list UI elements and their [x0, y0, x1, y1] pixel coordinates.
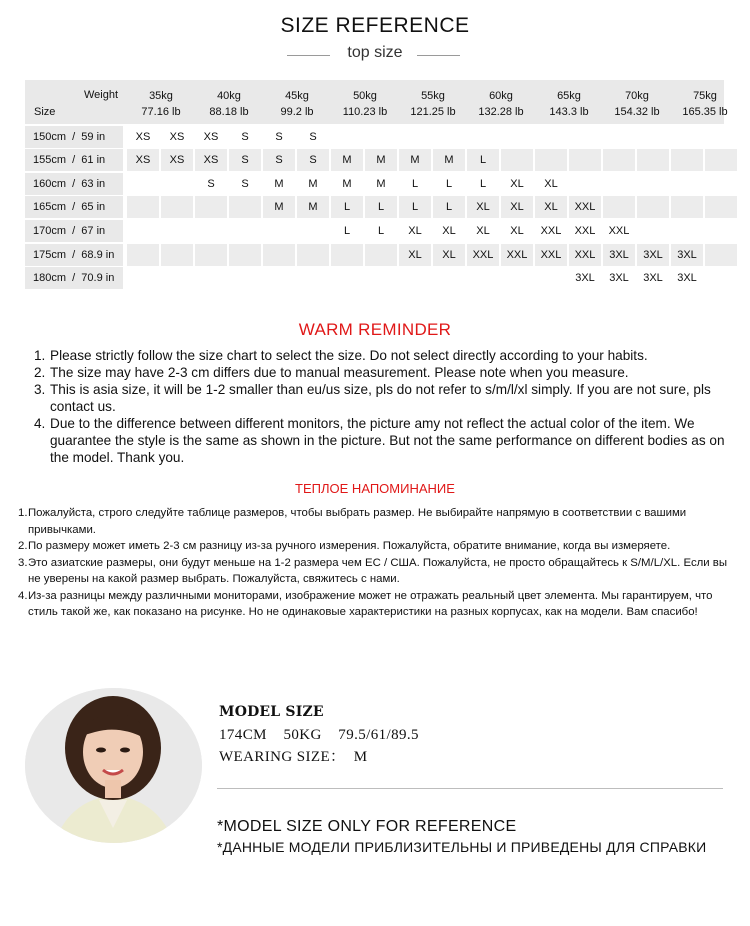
size-cell	[433, 267, 465, 289]
size-cell	[195, 220, 227, 242]
size-cell: M	[331, 149, 363, 171]
size-cell	[161, 173, 193, 195]
size-cell: XL	[467, 196, 499, 218]
size-cell	[263, 244, 295, 266]
size-cell	[705, 244, 737, 266]
size-cell: XL	[501, 220, 533, 242]
size-cell	[569, 149, 601, 171]
weight-column-header	[195, 88, 263, 120]
size-cell: XXL	[535, 220, 567, 242]
size-cell: XL	[433, 220, 465, 242]
size-cell: S	[195, 173, 227, 195]
size-cell	[127, 173, 159, 195]
size-cell	[127, 196, 159, 218]
size-cell	[671, 149, 703, 171]
table-body	[25, 126, 724, 290]
size-cell: L	[433, 173, 465, 195]
size-cell: 3XL	[671, 267, 703, 289]
size-cell	[671, 173, 703, 195]
size-cell	[331, 126, 363, 148]
size-cell	[433, 126, 465, 148]
size-cell: L	[331, 196, 363, 218]
weight-kg: 45kg	[285, 90, 309, 102]
size-cell: M	[263, 196, 295, 218]
row-height-label: 160cm / 63 in	[25, 173, 123, 195]
size-cell	[603, 196, 635, 218]
weight-column-header	[467, 88, 535, 120]
reminder-item	[26, 415, 726, 466]
size-cell: L	[365, 220, 397, 242]
size-cell	[297, 220, 329, 242]
corner-weight-label: Weight	[84, 89, 119, 101]
row-height-label: 170cm / 67 in	[25, 220, 123, 242]
size-cell	[161, 244, 193, 266]
reminder-item	[26, 364, 726, 381]
size-cell: XS	[161, 126, 193, 148]
size-cell	[467, 126, 499, 148]
list-number: 2.	[18, 540, 28, 552]
row-height-label: 150cm / 59 in	[25, 126, 123, 148]
size-cell	[331, 267, 363, 289]
size-cell: M	[399, 149, 431, 171]
size-cell	[603, 173, 635, 195]
size-cell	[637, 126, 669, 148]
model-stats: 174CM 50KG 79.5/61/89.5	[219, 727, 419, 743]
reminder-ru-item	[18, 505, 730, 538]
weight-kg: 65kg	[557, 90, 581, 102]
reminder-ru-item	[18, 588, 730, 621]
size-cell	[127, 220, 159, 242]
size-cell: XXL	[467, 244, 499, 266]
model-divider	[217, 788, 723, 789]
size-cell	[297, 244, 329, 266]
size-cell: M	[365, 149, 397, 171]
size-cell	[535, 267, 567, 289]
size-cell	[603, 126, 635, 148]
size-cell: XL	[535, 196, 567, 218]
weight-kg: 35kg	[149, 90, 173, 102]
size-cell: XL	[433, 244, 465, 266]
table-row	[25, 220, 724, 242]
weight-column-header	[127, 88, 195, 120]
size-cell: M	[297, 196, 329, 218]
size-cell	[569, 173, 601, 195]
size-cell: XS	[127, 149, 159, 171]
size-cell: XXL	[535, 244, 567, 266]
size-cell	[263, 220, 295, 242]
size-cell	[671, 126, 703, 148]
row-height-label: 180cm / 70.9 in	[25, 267, 123, 289]
size-cell	[705, 220, 737, 242]
size-cell: 3XL	[603, 244, 635, 266]
size-cell: 3XL	[671, 244, 703, 266]
size-cell	[229, 267, 261, 289]
list-text: The size may have 2-3 cm differs due to manual measurement. Please note when you measure.	[50, 365, 629, 380]
size-cell: XL	[399, 244, 431, 266]
model-size-title: MODEL SIZE	[219, 704, 324, 720]
size-cell: L	[467, 173, 499, 195]
size-cell: S	[263, 149, 295, 171]
size-cell	[297, 267, 329, 289]
size-cell: XXL	[569, 220, 601, 242]
size-cell	[637, 173, 669, 195]
warm-reminder-ru-list	[18, 505, 730, 621]
size-cell	[263, 267, 295, 289]
table-row	[25, 149, 724, 171]
size-cell: M	[297, 173, 329, 195]
list-number: 2.	[34, 365, 46, 380]
size-cell: XXL	[569, 196, 601, 218]
list-number: 1.	[34, 348, 46, 363]
size-cell: XS	[195, 149, 227, 171]
size-cell	[365, 267, 397, 289]
size-cell	[127, 267, 159, 289]
size-cell	[161, 196, 193, 218]
size-cell: L	[365, 196, 397, 218]
weight-lb: 154.32 lb	[614, 106, 660, 118]
weight-kg: 40kg	[217, 90, 241, 102]
list-number: 4.	[18, 589, 28, 602]
size-cell	[501, 267, 533, 289]
weight-lb: 99.2 lb	[280, 106, 314, 118]
size-cell	[331, 244, 363, 266]
size-cell	[705, 149, 737, 171]
list-text: Из-за разницы между различными мониторами, изображение может не отражать реальный цвет элемента. Мы гарантируем, что стиль такой же, как показано на рисунке. Но не одинаковые характеристики на разных корпусах, как на модели. Вам спасибо!	[28, 589, 713, 618]
weight-lb: 143.3 lb	[549, 106, 589, 118]
weight-kg: 70kg	[625, 90, 649, 102]
list-number: 3.	[18, 556, 28, 569]
size-cell: 3XL	[637, 267, 669, 289]
list-text: Пожалуйста, строго следуйте таблице размеров, чтобы выбрать размер. Не выбирайте напрямую в соответствии с вашими привычками.	[28, 507, 687, 536]
size-cell: XL	[535, 173, 567, 195]
table-header	[25, 80, 728, 124]
weight-lb: 165.35 lb	[682, 106, 728, 118]
list-text: This is asia size, it will be 1-2 smaller than eu/us size, pls do not refer to s/m/l/xl simply. If you are not sure, pls contact us.	[50, 382, 711, 414]
weight-column-header	[331, 88, 399, 120]
size-cell: XS	[127, 126, 159, 148]
size-cell	[671, 196, 703, 218]
weight-column-header	[535, 88, 603, 120]
row-height-label: 155cm / 61 in	[25, 149, 123, 171]
size-cell	[501, 149, 533, 171]
list-number: 1.	[18, 507, 28, 519]
size-cell	[229, 244, 261, 266]
size-cell: S	[229, 149, 261, 171]
size-cell: 3XL	[637, 244, 669, 266]
size-cell: S	[297, 149, 329, 171]
size-cell	[535, 149, 567, 171]
weight-lb: 77.16 lb	[141, 106, 181, 118]
reminder-ru-item	[18, 555, 730, 588]
size-cell: XS	[195, 126, 227, 148]
size-cell	[195, 196, 227, 218]
size-cell	[535, 126, 567, 148]
table-row	[25, 196, 724, 218]
size-cell	[127, 244, 159, 266]
size-cell: 3XL	[603, 267, 635, 289]
model-portrait-illustration	[25, 688, 202, 843]
size-cell: XL	[501, 196, 533, 218]
weight-column-header	[399, 88, 467, 120]
size-cell: XL	[467, 220, 499, 242]
size-cell	[501, 126, 533, 148]
reminder-item	[26, 381, 726, 415]
size-cell: XXL	[569, 244, 601, 266]
size-cell: L	[331, 220, 363, 242]
corner-size-label: Size	[34, 106, 56, 118]
weight-column-header	[603, 88, 671, 120]
list-text: Please strictly follow the size chart to select the size. Do not select directly according to your habits.	[50, 348, 648, 363]
size-cell	[637, 196, 669, 218]
weight-column-header	[263, 88, 331, 120]
size-cell: S	[229, 126, 261, 148]
size-cell	[569, 126, 601, 148]
page-title: SIZE REFERENCE	[280, 14, 470, 37]
weight-column-header	[671, 88, 739, 120]
row-height-label: 175cm / 68.9 in	[25, 244, 123, 266]
table-row	[25, 244, 724, 266]
list-text: Due to the difference between different monitors, the picture amy not reflect the actual color of the item. We guarantee the style is the same as shown in the picture. But not the same performance on different bodies as on the model. Thank you.	[50, 416, 725, 465]
weight-kg: 60kg	[489, 90, 513, 102]
model-photo	[25, 688, 202, 843]
subtitle-right-rule	[417, 55, 460, 56]
table-row	[25, 267, 724, 289]
weight-lb: 132.28 lb	[478, 106, 524, 118]
size-cell	[229, 220, 261, 242]
row-height-label: 165cm / 65 in	[25, 196, 123, 218]
warm-reminder-list	[26, 347, 726, 466]
weight-lb: 110.23 lb	[342, 106, 388, 118]
size-cell	[637, 149, 669, 171]
size-cell: XXL	[603, 220, 635, 242]
size-cell	[671, 220, 703, 242]
weight-lb: 121.25 lb	[410, 106, 456, 118]
size-cell: M	[263, 173, 295, 195]
list-number: 4.	[34, 416, 46, 431]
weight-lb: 88.18 lb	[209, 106, 249, 118]
size-cell: XL	[501, 173, 533, 195]
size-cell	[399, 126, 431, 148]
size-cell	[195, 244, 227, 266]
size-cell: L	[433, 196, 465, 218]
size-cell	[195, 267, 227, 289]
list-number: 3.	[34, 382, 46, 397]
size-cell	[161, 267, 193, 289]
size-cell: M	[433, 149, 465, 171]
size-cell: S	[297, 126, 329, 148]
size-cell: XL	[399, 220, 431, 242]
subtitle-row	[0, 44, 750, 66]
table-row	[25, 126, 724, 148]
size-table	[25, 80, 728, 289]
model-wearing-size: WEARING SIZE： M	[219, 749, 368, 765]
list-text: Это азиатские размеры, они будут меньше на 1-2 размера чем ЕС / США. Пожалуйста, не просто обращайтесь к S/M/L/XL. Если вы не уверены на какой размер выбрать. Пожалуйста, свяжитесь с нами.	[28, 556, 728, 585]
size-cell	[399, 267, 431, 289]
size-cell: M	[331, 173, 363, 195]
size-cell: S	[229, 173, 261, 195]
size-cell	[705, 126, 737, 148]
size-cell	[161, 220, 193, 242]
weight-kg: 55kg	[421, 90, 445, 102]
size-cell	[705, 196, 737, 218]
size-cell: 3XL	[569, 267, 601, 289]
subtitle: top size	[347, 44, 403, 61]
weight-kg: 75kg	[693, 90, 717, 102]
model-note-ru: *ДАННЫЕ МОДЕЛИ ПРИБЛИЗИТЕЛЬНЫ И ПРИВЕДЕНЫ ДЛЯ СПРАВКИ	[217, 839, 707, 855]
size-cell: XXL	[501, 244, 533, 266]
size-cell: M	[365, 173, 397, 195]
size-cell: XS	[161, 149, 193, 171]
reminder-ru-item	[18, 538, 730, 555]
warm-reminder-ru-title: ТЕПЛОЕ НАПОМИНАНИЕ	[295, 481, 455, 496]
size-cell: L	[399, 173, 431, 195]
size-cell	[229, 196, 261, 218]
size-cell	[365, 126, 397, 148]
reminder-item	[26, 347, 726, 364]
size-cell	[637, 220, 669, 242]
list-text: По размеру может иметь 2-3 см разницу из-за ручного измерения. Пожалуйста, обратите внимание, когда вы измеряете.	[28, 540, 671, 552]
warm-reminder-title: WARM REMINDER	[298, 320, 452, 339]
size-cell: L	[467, 149, 499, 171]
size-cell: L	[399, 196, 431, 218]
table-row	[25, 173, 724, 195]
model-note-en: *MODEL SIZE ONLY FOR REFERENCE	[217, 818, 517, 835]
size-cell: S	[263, 126, 295, 148]
size-cell	[365, 244, 397, 266]
weight-kg: 50kg	[353, 90, 377, 102]
size-cell	[705, 173, 737, 195]
size-cell	[705, 267, 737, 289]
size-cell	[467, 267, 499, 289]
size-cell	[603, 149, 635, 171]
